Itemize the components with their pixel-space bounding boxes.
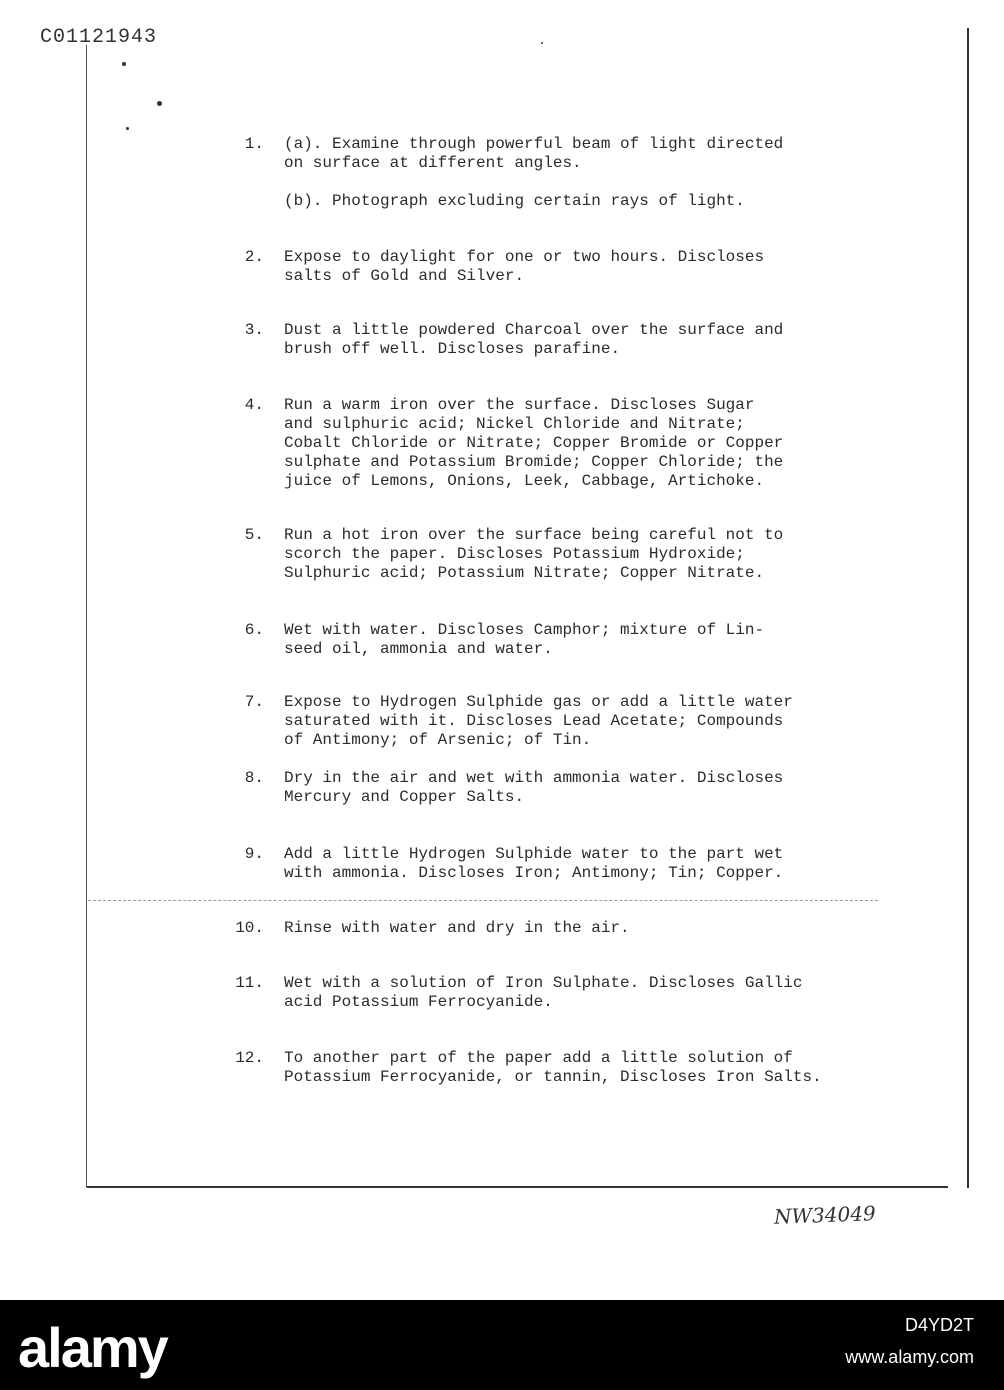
faint-dashed-rule: [88, 900, 878, 901]
item-text: Run a warm iron over the surface. Discloses Sugar and sulphuric acid; Nickel Chloride and Nitrate; Cobalt Chloride or Nitrate; Copper Bromide or Copper sulphate and Potassium Bromide; Copper Chloride; the juice of Lemons, Onions, Leek, Cabbage, Artichoke.: [284, 396, 784, 490]
item-text: Expose to daylight for one or two hours. Discloses salts of Gold and Silver.: [284, 248, 765, 285]
item-text: Expose to Hydrogen Sulphide gas or add a little water saturated with it. Discloses Lead Acetate; Compounds of Antimony; of Arsenic; of Tin.: [284, 693, 793, 749]
item-number: 8.: [244, 769, 264, 787]
alamy-logo: alamy: [18, 1316, 167, 1379]
list-item-11: [222, 974, 922, 1014]
list-item-3: [222, 321, 922, 361]
list-item-1: [222, 135, 922, 215]
item-subtext: (b). Photograph excluding certain rays of light.: [284, 192, 745, 210]
item-number: 2.: [244, 248, 264, 266]
list-item-9: [222, 845, 922, 885]
list-item-8: [222, 769, 922, 809]
item-text: Dust a little powdered Charcoal over the surface and brush off well. Discloses parafine.: [284, 321, 784, 358]
document-id: C01121943: [40, 26, 158, 49]
item-number: 6.: [244, 621, 264, 639]
list-item-10: [222, 919, 922, 939]
ink-speck: [126, 127, 129, 130]
item-number: 9.: [244, 845, 264, 863]
ink-speck: [541, 42, 543, 44]
item-number: 12.: [235, 1049, 264, 1067]
ink-speck: [157, 101, 162, 106]
list-item-7: [222, 693, 922, 751]
item-number: 11.: [235, 974, 264, 992]
item-number: 4.: [244, 396, 264, 414]
image-id: D4YD2T: [904, 1315, 974, 1335]
page-border-left: [86, 45, 87, 1187]
item-text: Dry in the air and wet with ammonia water. Discloses Mercury and Copper Salts.: [284, 769, 784, 806]
item-number: 7.: [244, 693, 264, 711]
handwritten-archive-number: NW34049: [773, 1201, 877, 1229]
page-border-right: [967, 28, 969, 1188]
list-item-2: [222, 248, 922, 288]
item-number: 10.: [235, 919, 264, 937]
page-border-bottom: [86, 1186, 948, 1188]
item-text: Add a little Hydrogen Sulphide water to the part wet with ammonia. Discloses Iron; Antimony; Tin; Copper.: [284, 845, 784, 882]
item-text: Rinse with water and dry in the air.: [284, 919, 630, 937]
footer-url: www.alamy.com: [845, 1347, 974, 1367]
list-item-4: [222, 396, 922, 492]
item-text: Run a hot iron over the surface being careful not to scorch the paper. Discloses Potassium Hydroxide; Sulphuric acid; Potassium Nitrate; Copper Nitrate.: [284, 526, 784, 582]
item-number: 5.: [244, 526, 264, 544]
item-text: Wet with water. Discloses Camphor; mixture of Lin- seed oil, ammonia and water.: [284, 621, 765, 658]
item-number: 3.: [244, 321, 264, 339]
list-item-6: [222, 621, 922, 661]
item-text: Wet with a solution of Iron Sulphate. Discloses Gallic acid Potassium Ferrocyanide.: [284, 974, 803, 1011]
item-text: (a). Examine through powerful beam of light directed on surface at different angles.: [284, 135, 784, 172]
item-number: 1.: [244, 135, 264, 153]
item-text: To another part of the paper add a little solution of Potassium Ferrocyanide, or tannin, Discloses Iron Salts.: [284, 1049, 822, 1086]
ink-speck: [122, 62, 126, 66]
list-item-5: [222, 526, 922, 584]
list-item-12: [222, 1049, 922, 1089]
